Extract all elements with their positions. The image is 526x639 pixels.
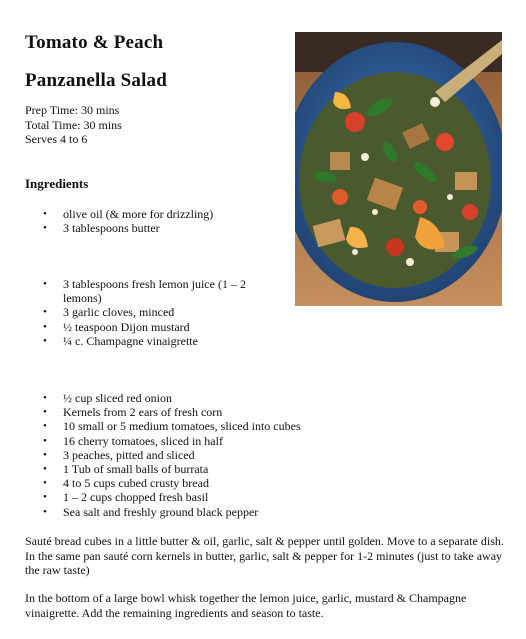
ingredient-item: • 3 tablespoons butter [0, 221, 303, 235]
recipe-title-line-2: Panzanella Salad [25, 70, 168, 91]
salad-bowl-illustration [295, 32, 502, 306]
ingredient-list-dressing [0, 277, 303, 348]
total-time: Total Time: 30 mins [25, 117, 122, 132]
ingredient-item: • ½ teaspoon Dijon mustard [0, 320, 303, 334]
ingredient-item: • ¼ c. Champagne vinaigrette [0, 334, 303, 348]
ingredient-item: • Sea salt and freshly ground black pepper [0, 505, 303, 519]
prep-time: Prep Time: 30 mins [25, 103, 120, 117]
instruction-step-2: In the bottom of a large bowl whisk together the lemon juice, garlic, mustard & Champagne vinaigrette. Add the remaining ingredients and season to taste. [25, 591, 467, 620]
ingredient-item: • ½ cup sliced red onion [0, 391, 303, 405]
servings: Serves 4 to 6 [25, 132, 88, 146]
salad-photo [295, 32, 502, 306]
recipe-meta [25, 103, 122, 147]
ingredient-item: • 3 tablespoons fresh lemon juice (1 – 2 lemons) [0, 277, 263, 305]
ingredient-item: • 3 garlic cloves, minced [0, 305, 303, 319]
ingredient-item: • 16 cherry tomatoes, sliced in half [0, 434, 303, 448]
instruction-step-1: Sauté bread cubes in a little butter & oil, garlic, salt & pepper until golden. Move to a separate dish. In the same pan sauté corn kernels in butter, garlic, salt & pepper for 1-2 minutes (just to take away the raw taste) [25, 534, 504, 577]
ingredient-item: • 3 peaches, pitted and sliced [0, 448, 303, 462]
ingredient-item: • 1 – 2 cups chopped fresh basil [0, 490, 303, 504]
ingredient-item: • 10 small or 5 medium tomatoes, sliced into cubes [0, 419, 303, 433]
ingredient-list-salad [0, 391, 303, 519]
ingredient-item: • Kernels from 2 ears of fresh corn [0, 405, 303, 419]
ingredient-item: • olive oil (& more for drizzling) [0, 207, 303, 221]
recipe-title-line-1: Tomato & Peach [25, 32, 164, 53]
ingredient-list-fats [0, 207, 303, 235]
ingredients-heading: Ingredients [25, 176, 89, 191]
ingredient-item: • 4 to 5 cups cubed crusty bread [0, 476, 303, 490]
ingredient-item: • 1 Tub of small balls of burrata [0, 462, 303, 476]
